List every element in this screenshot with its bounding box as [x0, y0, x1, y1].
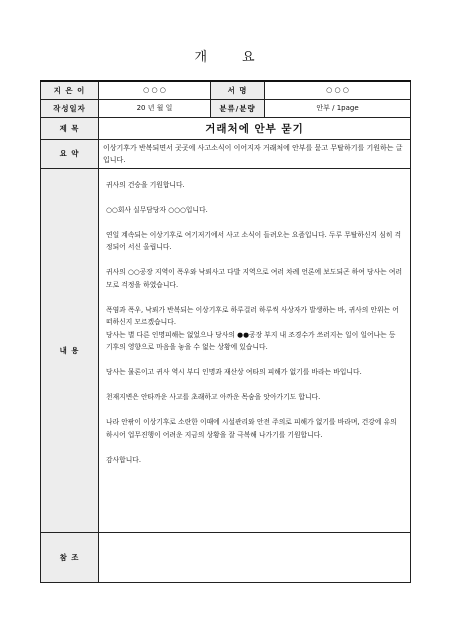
date-value: 20 년 월 일 [99, 99, 211, 117]
reference-label: 참 조 [41, 532, 99, 582]
content-paragraph: 귀사의 건승을 기원합니다. [106, 180, 185, 189]
content-paragraph: 폭염과 폭우, 낙뢰가 반복되는 이상기후로 하루걸러 하루씩 사상자가 발생하는 바, 귀사의 안위는 어떠하신지 모르겠습니다. [106, 305, 399, 326]
subject-row [41, 117, 411, 139]
content-row [41, 168, 411, 532]
writer-label: 지 은 이 [41, 81, 99, 99]
subject-value: 거래처에 안부 묻기 [99, 117, 411, 139]
content-paragraph: 천재지변은 안타까운 사고를 초래하고 아까운 목숨을 앗아가기도 합니다. [106, 393, 321, 401]
content-paragraph: 당사는 별 다른 인명피해는 없었으나 당사의 ●●공장 부지 내 조경수가 쓰러지는 일이 일어나는 등 기후의 영향으로 마음을 놓을 수 없는 상황에 있습니다. [106, 330, 396, 351]
signature-value: ○ ○ ○ [265, 81, 411, 99]
content-paragraph: ○○회사 실무담당자 ○○○입니다. [106, 205, 208, 214]
reference-value [99, 532, 411, 582]
content-paragraph: 당사는 물론이고 귀사 역시 부디 인명과 재산상 여타의 피해가 없기를 바라는 바입니다. [106, 368, 362, 376]
content-paragraph: 연일 계속되는 이상기후로 여기저기에서 사고 소식이 들려오는 요즘입니다. 두루 무탈하신지 심히 걱정되어 서신 올립니다. [106, 230, 402, 251]
summary-value: 이상기후가 반복되면서 곳곳에 사고소식이 이어지자 거래처에 안부를 묻고 무탈하기를 기원하는 글입니다. [99, 139, 411, 168]
content-paragraph: 나라 안팎이 이상기후로 소란한 이때에 시설관리와 안전 주의로 피해가 없기를 바라며, 건강에 유의하시어 업무진행이 어려운 지금의 상황을 잘 극복해 나가기를 기원합니다. [106, 418, 397, 439]
writer-row [41, 81, 411, 99]
category-label: 분류/분량 [211, 99, 265, 117]
category-value: 안부 / 1page [265, 99, 411, 117]
document-table [40, 80, 411, 583]
writer-value: ○ ○ ○ [99, 81, 211, 99]
page-title-char-1: 개 [194, 50, 208, 65]
reference-row [41, 532, 411, 582]
subject-label: 제 목 [41, 117, 99, 139]
summary-label: 요 약 [41, 139, 99, 168]
content-body [99, 168, 411, 532]
page-title [0, 46, 450, 65]
date-row [41, 99, 411, 117]
signature-label: 서 명 [211, 81, 265, 99]
content-paragraph: 귀사의 ○○공장 지역이 폭우와 낙뢰사고 다발 지역으로 여러 차례 언론에 보도되곤 하여 당사는 여러모로 걱정을 하였습니다. [106, 268, 403, 289]
page-title-char-2: 요 [242, 50, 256, 65]
date-label: 작성일자 [41, 99, 99, 117]
summary-row [41, 139, 411, 168]
content-label: 내 용 [41, 168, 99, 532]
content-paragraph: 감사합니다. [106, 455, 141, 464]
